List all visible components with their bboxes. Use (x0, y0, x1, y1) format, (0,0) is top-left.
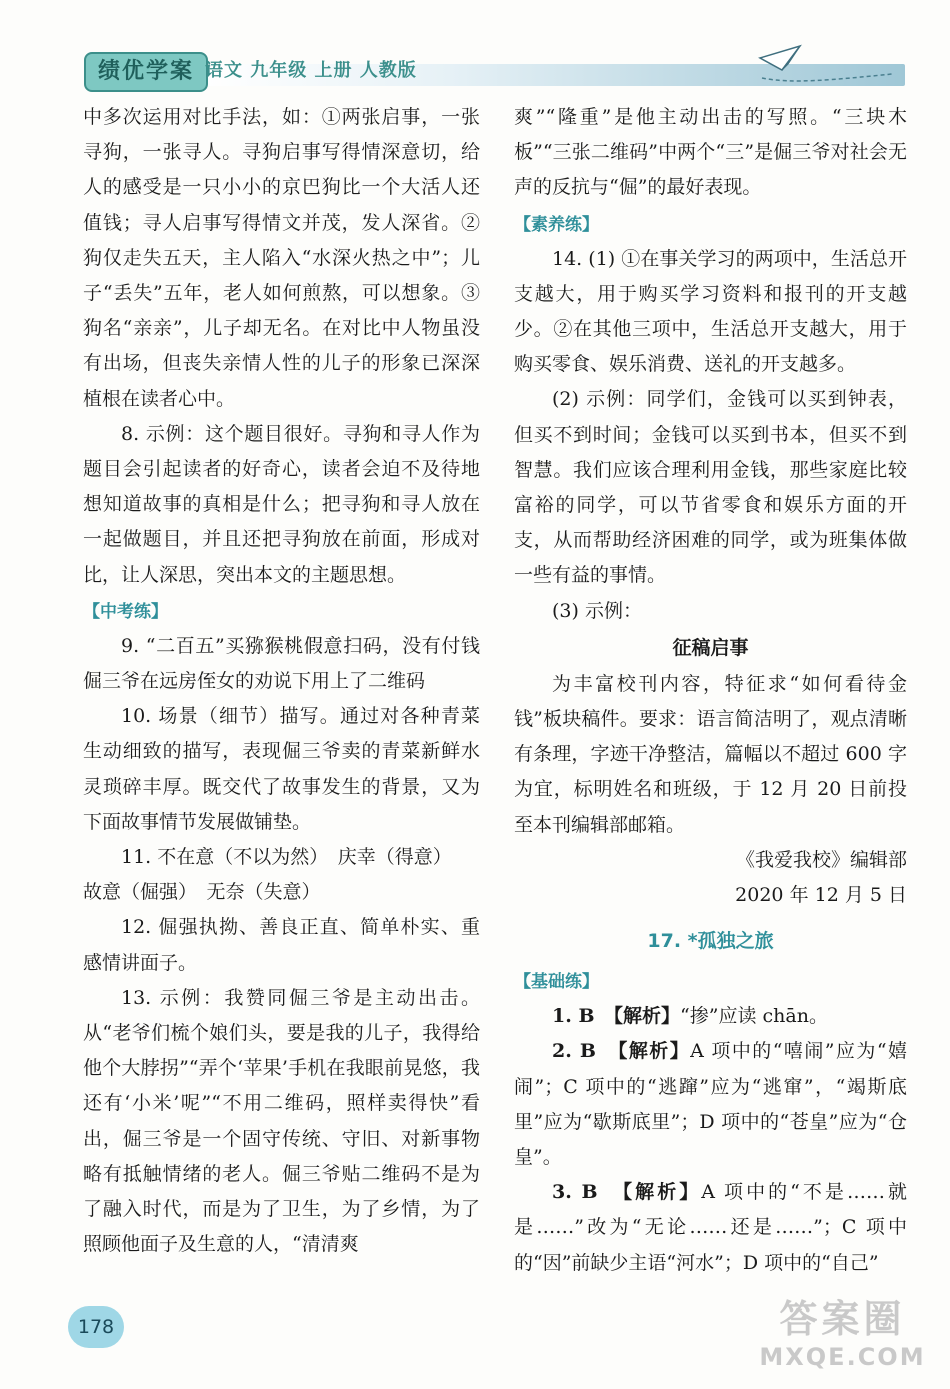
analysis-tag: 【解析】 (613, 1005, 681, 1028)
answer-13-continued: 爽”“隆重”是他主动出击的写照。“三块木板”“三张二维码”中两个“三”是倔三爷对社会无声的反抗与“倔”的最好表现。 (514, 106, 907, 199)
series-logo: 绩优学案 (84, 52, 208, 92)
watermark-top: 答案圈 (779, 1297, 906, 1341)
answer-basic-1-num: 1. B (552, 1005, 595, 1028)
answer-basic-3 (514, 1175, 907, 1281)
answer-12: 12. 倔强执拗、善良正直、简单朴实、重感情讲面子。 (83, 916, 480, 974)
answer-basic-1 (514, 999, 907, 1034)
answer-13: 13. 示例：我赞同倔三爷是主动出击。从“老爷们梳个娘们头，要是我的儿子，我得给他个大脖拐”“弄个‘苹果’手机在我眼前晃悠，我还有‘小米’呢”“不用二维码，照样卖得快”看出，倔三爷是一个固守传统、守旧、对新事物略有抵触情绪的老人。倔三爷贴二维码不是为了融入时代，而是为了卫生，为了乡情，为了照顾他面子及生意的人，“清清爽 (83, 986, 480, 1256)
section-label-suyang: 【素养练】 (514, 214, 599, 235)
lesson-title: 17. *孤独之旅 (647, 930, 774, 953)
answer-10: 10. 场景（细节）描写。通过对各种青菜生动细致的描写，表现倔三爷卖的青菜新鲜水灵琐碎丰厚。既交代了故事发生的背景，又为下面故事情节发展做铺垫。 (83, 705, 480, 833)
answer-7-continued: 中多次运用对比手法，如：①两张启事，一张寻狗，一张寻人。寻狗启事写得情深意切，给人的感受是一只小小的京巴狗比一个大活人还值钱；寻人启事写得情文并茂，发人深省。②狗仅走失五天，主人陷入“水深火热之中”；儿子“丢失”五年，老人如何煎熬，可以想象。③狗名“亲亲”，儿子却无名。在对比中人物虽没有出场，但丧失亲情人性的儿子的形象已深深植根在读者心中。 (83, 106, 480, 410)
book-subject: 语文 九年级 上册 人教版 (205, 60, 417, 81)
answer-basic-3-num: 3. B (552, 1181, 598, 1204)
answer-8: 8. 示例：这个题目很好。寻狗和寻人作为题目会引起读者的好奇心，读者会迫不及待地想知道故事的真相是什么；把寻狗和寻人放在一起做题目，并且还把寻狗放在前面，形成对比，让人深思，突出本文的主题思想。 (83, 422, 480, 586)
notice-body: 为丰富校刊内容，特征求“如何看待金钱”板块稿件。要求：语言简洁明了，观点清晰有条理，字迹干净整洁，篇幅以不超过 600 字为宜，标明姓名和班级，于 12 月 20 日前投至本刊编辑部邮箱。 (514, 672, 907, 836)
answer-basic-2-text: A 项中的“嘻闹”应为“嬉闹”；C 项中的“逃蹿”应为“逃窜”，“竭斯底里”应为“歇斯底里”；D 项中的“苍皇”应为“仓皇”。 (514, 1040, 907, 1169)
left-column (83, 100, 500, 1263)
answer-14-1: 14. (1) ①在事关学习的两项中，生活总开支越大，用于购买学习资料和报刊的开支越少。②在其他三项中，生活总开支越大，用于购买零食、娱乐消费、送礼的开支越多。 (514, 247, 907, 376)
notice-signature: 《我爱我校》编辑部 (735, 848, 907, 871)
paper-plane-icon (752, 40, 902, 90)
section-label-jichu: 【基础练】 (514, 972, 599, 993)
section-label-zhongkao: 【中考练】 (83, 601, 168, 622)
right-column (514, 100, 907, 1281)
site-watermark (740, 1296, 945, 1386)
notice-title: 征稿启事 (672, 636, 749, 659)
page-header (0, 0, 950, 100)
answer-14-2: (2) 示例：同学们，金钱可以买到钟表，但买不到时间；金钱可以买到书本，但买不到智慧。我们应该合理利用金钱，那些家庭比较富裕的同学，可以节省零食和娱乐方面的开支，从而帮助经济困难的同学，或为班集体做一些有益的事情。 (514, 388, 907, 587)
page-number: 178 (68, 1306, 124, 1348)
answer-11-line1: 11. 不在意（不以为然） 庆幸（得意） (121, 846, 452, 869)
answer-basic-1-text: “掺”应读 chān。 (680, 1005, 828, 1028)
answer-14-3: (3) 示例： (552, 599, 642, 622)
answer-9: 9. “二百五”买猕猴桃假意扫码，没有付钱 倔三爷在远房侄女的劝说下用上了二维码 (83, 634, 500, 693)
analysis-tag: 【解析】 (617, 1040, 691, 1063)
notice-date: 2020 年 12 月 5 日 (735, 884, 907, 907)
answer-basic-2 (514, 1034, 907, 1175)
answer-11-line2: 故意（倔强） 无奈（失意） (83, 881, 321, 904)
analysis-tag: 【解析】 (622, 1181, 702, 1204)
watermark-bottom: MXQE.COM (759, 1343, 926, 1371)
answer-basic-2-num: 2. B (552, 1040, 596, 1063)
answer-basic-3-text: A 项中的“不是……就是……”改为“无论……还是……”；C 项中的“因”前缺少主语“河水”；D 项中的“自己” (514, 1181, 907, 1274)
